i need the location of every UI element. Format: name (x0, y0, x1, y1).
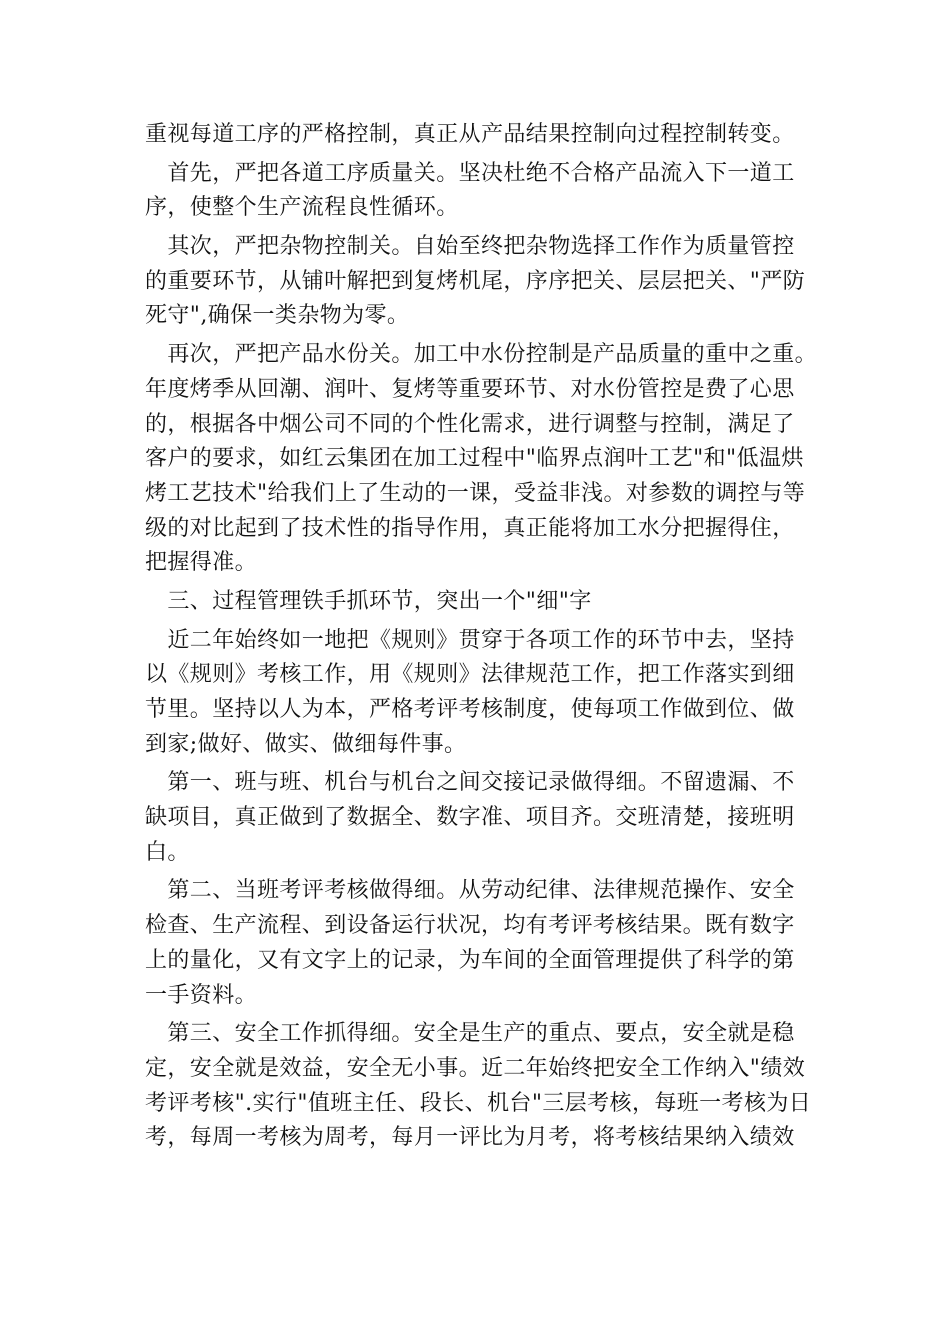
text-line: 第一、班与班、机台与机台之间交接记录做得细。不留遗漏、不 (145, 770, 795, 796)
text-line: 检查、生产流程、到设备运行状况，均有考评考核结果。既有数字 (145, 913, 795, 939)
text-line: 到家;做好、做实、做细每件事。 (145, 731, 467, 757)
text-line: 节里。坚持以人为本，严格考评考核制度，使每项工作做到位、做 (145, 697, 795, 722)
text-line: 把握得准。 (145, 550, 258, 576)
text-line: 级的对比起到了技术性的指导作用，真正能将加工水分把握得住， (145, 515, 795, 541)
text-line: 死守",确保一类杂物为零。 (145, 303, 410, 329)
text-line: 客户的要求，如红云集团在加工过程中"临界点润叶工艺"和"低温烘 (145, 446, 804, 472)
text-line: 重视每道工序的严格控制，真正从产品结果控制向过程控制转变。 (145, 122, 795, 147)
text-line: 缺项目，真正做到了数据全、数字准、项目齐。交班清楚，接班明 (145, 805, 795, 831)
text-line: 白。 (145, 839, 190, 865)
text-line: 近二年始终如一地把《规则》贯穿于各项工作的环节中去，坚持 (145, 627, 795, 653)
text-line: 三、过程管理铁手抓环节，突出一个"细"字 (145, 588, 592, 614)
text-line: 第三、安全工作抓得细。安全是生产的重点、要点，安全就是稳 (145, 1021, 795, 1047)
text-line: 首先，严把各道工序质量关。坚决杜绝不合格产品流入下一道工 (145, 160, 795, 186)
text-line: 以《规则》考核工作，用《规则》法律规范工作，把工作落实到细 (145, 662, 795, 688)
text-line: 第二、当班考评考核做得细。从劳动纪律、法律规范操作、安全 (145, 878, 795, 904)
text-line: 上的量化，又有文字上的记录，为车间的全面管理提供了科学的第 (145, 947, 795, 973)
text-line: 再次，严把产品水份关。加工中水份控制是产品质量的重中之重。 (145, 342, 818, 368)
text-line: 烤工艺技术"给我们上了生动的一课，受益非浅。对参数的调控与等 (145, 480, 806, 506)
text-line: 其次，严把杂物控制关。自始至终把杂物选择工作作为质量管控 (145, 234, 795, 260)
text-line: 一手资料。 (145, 982, 258, 1008)
text-line: 考，每周一考核为周考，每月一评比为月考，将考核结果纳入绩效 (145, 1125, 795, 1151)
document-page (145, 118, 818, 1156)
text-line: 定，安全就是效益，安全无小事。近二年始终把安全工作纳入"绩效 (145, 1055, 806, 1081)
text-line: 的，根据各中烟公司不同的个性化需求，进行调整与控制，满足了 (145, 411, 795, 437)
text-line: 的重要环节，从铺叶解把到复烤机尾，序序把关、层层把关、"严防 (145, 268, 806, 294)
text-line: 年度烤季从回潮、润叶、复烤等重要环节、对水份管控是费了心思 (145, 376, 795, 402)
text-line: 序，使整个生产流程良性循环。 (145, 195, 459, 221)
text-line: 考评考核".实行"值班主任、段长、机台"三层考核，每班一考核为日 (145, 1090, 812, 1116)
